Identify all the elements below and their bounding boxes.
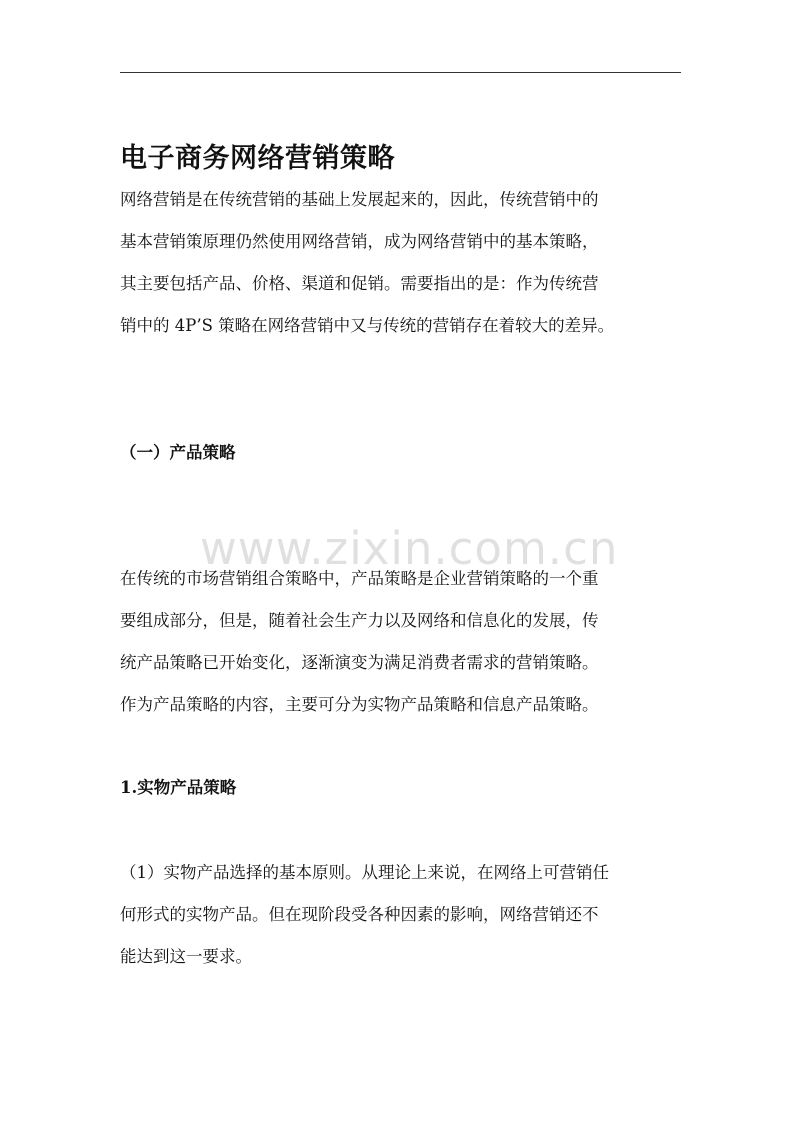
paragraph-line: （1）实物产品选择的基本原则。从理论上来说，在网络上可营销任 xyxy=(120,863,609,882)
product-strategy-paragraph xyxy=(120,558,690,726)
paragraph-line: 统产品策略已开始变化，逐渐演变为满足消费者需求的营销策略。 xyxy=(120,653,599,672)
paragraph-line: 要组成部分，但是，随着社会生产力以及网络和信息化的发展，传 xyxy=(120,611,599,630)
section-heading-product-strategy: （一）产品策略 xyxy=(120,443,236,462)
paragraph-line: 销中的 4P’S 策略在网络营销中又与传统的营销存在着较大的差异。 xyxy=(120,316,615,335)
watermark: www.zixin.com.cn xyxy=(200,522,619,575)
subsection-heading-physical-product: 1.实物产品策略 xyxy=(120,778,237,797)
paragraph-line: 基本营销策原理仍然使用网络营销，成为网络营销中的基本策略， xyxy=(120,232,599,251)
paragraph-line: 作为产品策略的内容，主要可分为实物产品策略和信息产品策略。 xyxy=(120,695,599,714)
paragraph-line: 网络营销是在传统营销的基础上发展起来的，因此，传统营销中的 xyxy=(120,190,599,209)
document-title: 电子商务网络营销策略 xyxy=(120,143,395,174)
intro-paragraph xyxy=(120,179,690,347)
paragraph-line: 在传统的市场营销组合策略中，产品策略是企业营销策略的一个重 xyxy=(120,569,599,588)
paragraph-line: 能达到这一要求。 xyxy=(120,947,252,966)
physical-product-paragraph xyxy=(120,852,690,978)
header-rule xyxy=(120,72,681,73)
paragraph-line: 其主要包括产品、价格、渠道和促销。需要指出的是：作为传统营 xyxy=(120,274,599,293)
paragraph-line: 何形式的实物产品。但在现阶段受各种因素的影响，网络营销还不 xyxy=(120,905,599,924)
